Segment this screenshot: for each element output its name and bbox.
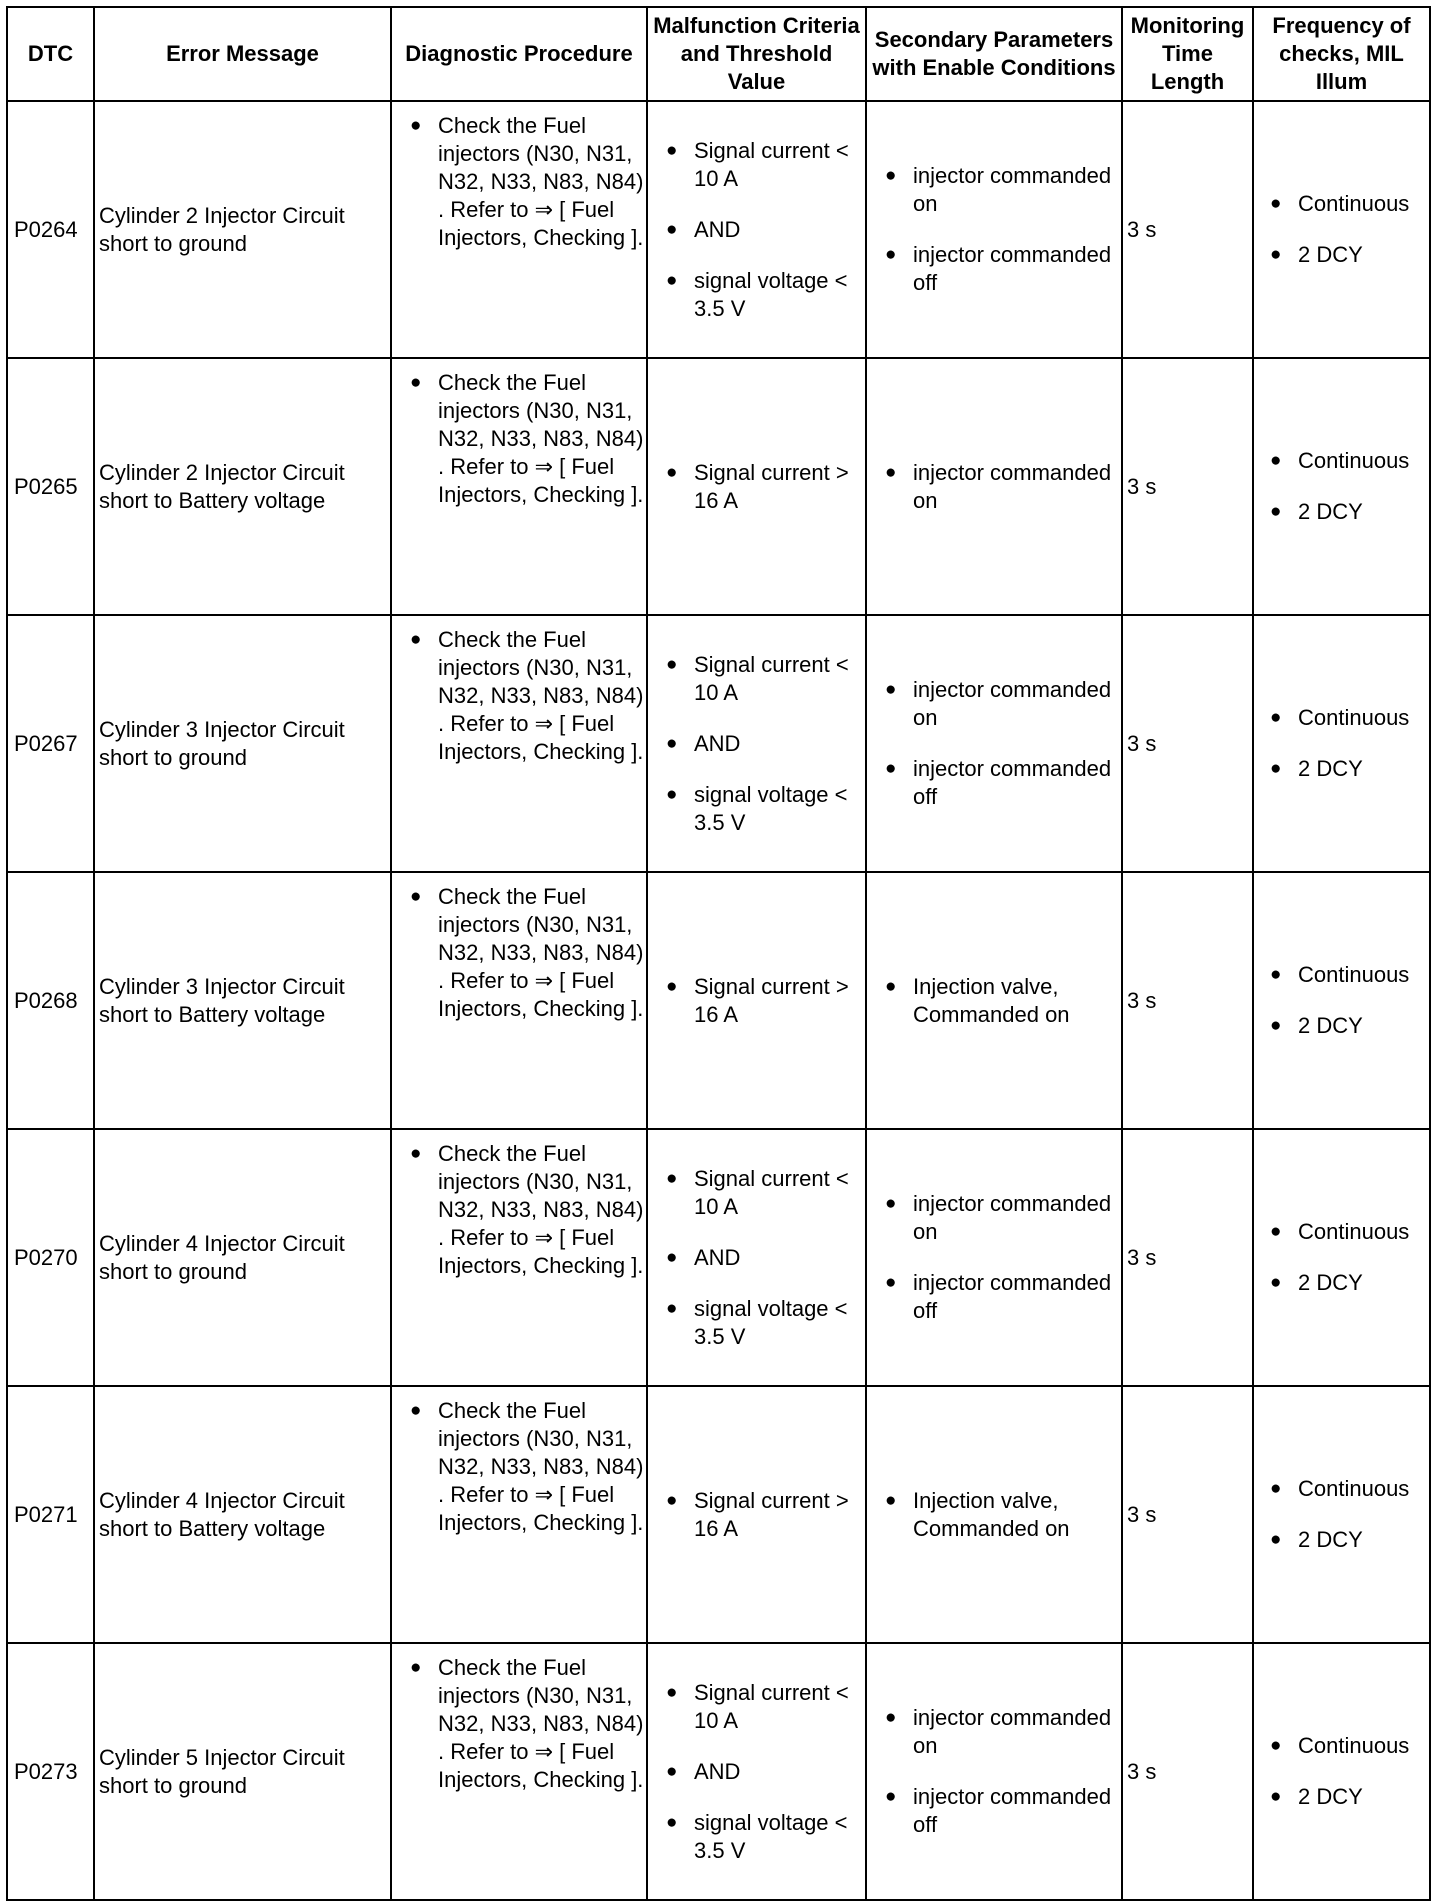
frequency-item: ● Continuous: [1270, 190, 1429, 218]
dtc-table: [6, 6, 1431, 1901]
secondary-parameters-cell: [866, 101, 1122, 358]
frequency-cell: [1253, 1129, 1430, 1386]
error-message: Cylinder 3 Injector Circuit short to Battery voltage: [94, 872, 391, 1129]
secondary-item: ● Injection valve, Commanded on: [885, 973, 1121, 1029]
criteria-list: [648, 651, 865, 837]
procedure-item: ● Check the Fuel injectors (N30, N31, N32, N33, N83, N84) . Refer to ⇒ [ Fuel Injectors, Checking ].: [410, 1654, 644, 1794]
secondary-list: [867, 1704, 1121, 1839]
table-header-row: [7, 7, 1430, 101]
frequency-list: [1254, 704, 1429, 783]
secondary-list: [867, 1190, 1121, 1325]
frequency-item: ● Continuous: [1270, 1218, 1429, 1246]
table-row: [7, 1386, 1430, 1643]
dtc-code: P0265: [7, 358, 94, 615]
secondary-item: ● injector commanded on: [885, 1190, 1121, 1246]
frequency-cell: [1253, 358, 1430, 615]
frequency-item: ● 2 DCY: [1270, 1012, 1429, 1040]
criteria-item: ● AND: [666, 1244, 865, 1272]
criteria-item: ● Signal current > 16 A: [666, 459, 865, 515]
secondary-parameters-cell: [866, 358, 1122, 615]
procedure-list: [392, 626, 646, 766]
dtc-code: P0271: [7, 1386, 94, 1643]
monitoring-time: 3 s: [1122, 101, 1253, 358]
criteria-item: ● AND: [666, 730, 865, 758]
secondary-item: ● injector commanded off: [885, 1269, 1121, 1325]
frequency-list: [1254, 1475, 1429, 1554]
secondary-parameters-cell: [866, 872, 1122, 1129]
error-message: Cylinder 5 Injector Circuit short to ground: [94, 1643, 391, 1900]
monitoring-time: 3 s: [1122, 1129, 1253, 1386]
table-row: [7, 1643, 1430, 1900]
criteria-item: ● Signal current < 10 A: [666, 651, 865, 707]
monitoring-time: 3 s: [1122, 358, 1253, 615]
procedure-item: ● Check the Fuel injectors (N30, N31, N32, N33, N83, N84) . Refer to ⇒ [ Fuel Injectors, Checking ].: [410, 1397, 644, 1537]
table-row: [7, 101, 1430, 358]
frequency-item: ● Continuous: [1270, 1475, 1429, 1503]
frequency-item: ● 2 DCY: [1270, 241, 1429, 269]
frequency-cell: [1253, 1386, 1430, 1643]
secondary-item: ● injector commanded on: [885, 162, 1121, 218]
malfunction-criteria-cell: [647, 101, 866, 358]
error-message: Cylinder 2 Injector Circuit short to ground: [94, 101, 391, 358]
table-row: [7, 1129, 1430, 1386]
criteria-item: ● AND: [666, 1758, 865, 1786]
secondary-item: ● injector commanded on: [885, 1704, 1121, 1760]
criteria-item: ● signal voltage < 3.5 V: [666, 267, 865, 323]
monitoring-time: 3 s: [1122, 872, 1253, 1129]
diagnostic-procedure-cell: [391, 872, 647, 1129]
table-row: [7, 615, 1430, 872]
criteria-item: ● Signal current > 16 A: [666, 973, 865, 1029]
criteria-item: ● AND: [666, 216, 865, 244]
diagnostic-procedure-cell: [391, 1386, 647, 1643]
frequency-item: ● Continuous: [1270, 704, 1429, 732]
diagnostic-procedure-cell: [391, 101, 647, 358]
procedure-list: [392, 1140, 646, 1280]
frequency-item: ● 2 DCY: [1270, 1269, 1429, 1297]
dtc-code: P0267: [7, 615, 94, 872]
malfunction-criteria-cell: [647, 615, 866, 872]
header-malfunction-criteria: Malfunction Criteria and Threshold Value: [647, 7, 866, 101]
secondary-list: [867, 459, 1121, 515]
secondary-list: [867, 162, 1121, 297]
procedure-list: [392, 369, 646, 509]
criteria-list: [648, 1165, 865, 1351]
secondary-item: ● Injection valve, Commanded on: [885, 1487, 1121, 1543]
dtc-code: P0264: [7, 101, 94, 358]
malfunction-criteria-cell: [647, 358, 866, 615]
secondary-parameters-cell: [866, 1643, 1122, 1900]
header-dtc: DTC: [7, 7, 94, 101]
criteria-list: [648, 1487, 865, 1543]
procedure-item: ● Check the Fuel injectors (N30, N31, N32, N33, N83, N84) . Refer to ⇒ [ Fuel Injectors, Checking ].: [410, 626, 644, 766]
procedure-list: [392, 112, 646, 252]
secondary-item: ● injector commanded off: [885, 241, 1121, 297]
dtc-code: P0270: [7, 1129, 94, 1386]
criteria-list: [648, 1679, 865, 1865]
error-message: Cylinder 2 Injector Circuit short to Battery voltage: [94, 358, 391, 615]
malfunction-criteria-cell: [647, 1129, 866, 1386]
dtc-document: [6, 6, 1431, 1901]
criteria-item: ● signal voltage < 3.5 V: [666, 781, 865, 837]
error-message: Cylinder 4 Injector Circuit short to ground: [94, 1129, 391, 1386]
frequency-cell: [1253, 872, 1430, 1129]
monitoring-time: 3 s: [1122, 1643, 1253, 1900]
procedure-item: ● Check the Fuel injectors (N30, N31, N32, N33, N83, N84) . Refer to ⇒ [ Fuel Injectors, Checking ].: [410, 883, 644, 1023]
criteria-item: ● Signal current < 10 A: [666, 137, 865, 193]
frequency-list: [1254, 961, 1429, 1040]
malfunction-criteria-cell: [647, 872, 866, 1129]
secondary-item: ● injector commanded off: [885, 1783, 1121, 1839]
frequency-list: [1254, 1732, 1429, 1811]
frequency-item: ● 2 DCY: [1270, 755, 1429, 783]
diagnostic-procedure-cell: [391, 358, 647, 615]
procedure-list: [392, 883, 646, 1023]
frequency-cell: [1253, 615, 1430, 872]
criteria-item: ● Signal current > 16 A: [666, 1487, 865, 1543]
criteria-item: ● Signal current < 10 A: [666, 1165, 865, 1221]
secondary-list: [867, 676, 1121, 811]
secondary-item: ● injector commanded off: [885, 755, 1121, 811]
table-body: [7, 101, 1430, 1900]
error-message: Cylinder 3 Injector Circuit short to ground: [94, 615, 391, 872]
frequency-item: ● 2 DCY: [1270, 498, 1429, 526]
frequency-item: ● 2 DCY: [1270, 1783, 1429, 1811]
frequency-cell: [1253, 101, 1430, 358]
frequency-item: ● Continuous: [1270, 447, 1429, 475]
criteria-item: ● signal voltage < 3.5 V: [666, 1809, 865, 1865]
dtc-code: P0273: [7, 1643, 94, 1900]
secondary-item: ● injector commanded on: [885, 459, 1121, 515]
procedure-item: ● Check the Fuel injectors (N30, N31, N32, N33, N83, N84) . Refer to ⇒ [ Fuel Injectors, Checking ].: [410, 112, 644, 252]
diagnostic-procedure-cell: [391, 1643, 647, 1900]
header-diagnostic-procedure: Diagnostic Procedure: [391, 7, 647, 101]
secondary-list: [867, 1487, 1121, 1543]
frequency-list: [1254, 447, 1429, 526]
criteria-list: [648, 459, 865, 515]
frequency-cell: [1253, 1643, 1430, 1900]
frequency-list: [1254, 1218, 1429, 1297]
table-row: [7, 358, 1430, 615]
table-row: [7, 872, 1430, 1129]
dtc-code: P0268: [7, 872, 94, 1129]
malfunction-criteria-cell: [647, 1643, 866, 1900]
frequency-item: ● Continuous: [1270, 961, 1429, 989]
secondary-parameters-cell: [866, 1129, 1122, 1386]
procedure-item: ● Check the Fuel injectors (N30, N31, N32, N33, N83, N84) . Refer to ⇒ [ Fuel Injectors, Checking ].: [410, 369, 644, 509]
procedure-item: ● Check the Fuel injectors (N30, N31, N32, N33, N83, N84) . Refer to ⇒ [ Fuel Injectors, Checking ].: [410, 1140, 644, 1280]
secondary-list: [867, 973, 1121, 1029]
frequency-list: [1254, 190, 1429, 269]
procedure-list: [392, 1654, 646, 1794]
frequency-item: ● 2 DCY: [1270, 1526, 1429, 1554]
procedure-list: [392, 1397, 646, 1537]
header-monitoring-time: Monitoring Time Length: [1122, 7, 1253, 101]
secondary-item: ● injector commanded on: [885, 676, 1121, 732]
diagnostic-procedure-cell: [391, 615, 647, 872]
frequency-item: ● Continuous: [1270, 1732, 1429, 1760]
secondary-parameters-cell: [866, 1386, 1122, 1643]
header-secondary-parameters: Secondary Parameters with Enable Conditions: [866, 7, 1122, 101]
secondary-parameters-cell: [866, 615, 1122, 872]
monitoring-time: 3 s: [1122, 1386, 1253, 1643]
criteria-list: [648, 973, 865, 1029]
header-frequency: Frequency of checks, MIL Illum: [1253, 7, 1430, 101]
monitoring-time: 3 s: [1122, 615, 1253, 872]
diagnostic-procedure-cell: [391, 1129, 647, 1386]
criteria-list: [648, 137, 865, 323]
malfunction-criteria-cell: [647, 1386, 866, 1643]
error-message: Cylinder 4 Injector Circuit short to Battery voltage: [94, 1386, 391, 1643]
criteria-item: ● Signal current < 10 A: [666, 1679, 865, 1735]
header-error-message: Error Message: [94, 7, 391, 101]
criteria-item: ● signal voltage < 3.5 V: [666, 1295, 865, 1351]
